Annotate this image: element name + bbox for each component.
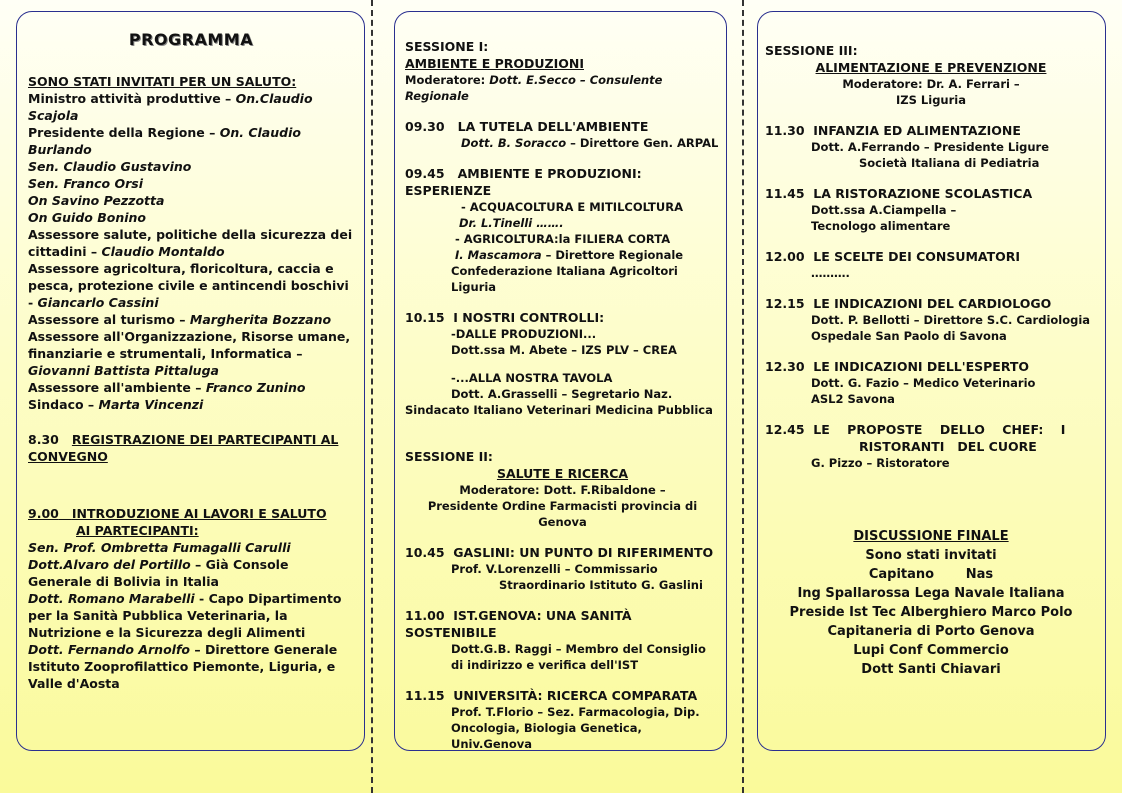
- guest-item: Ministro attività produttive – On.Claudio Scajola: [28, 91, 313, 123]
- talk-title: 10.45 GASLINI: UN PUNTO DI RIFERIMENTO: [405, 545, 714, 560]
- talk-title: 12.15 LE INDICAZIONI DEL CARDIOLOGO: [765, 296, 1052, 311]
- final-discussion-line: Capitano Nas: [868, 567, 994, 582]
- fold-line-right: [742, 0, 744, 793]
- talk-line: -...ALLA NOSTRA TAVOLA: [451, 371, 613, 385]
- talk-line: Dott.G.B. Raggi – Membro del Consiglio di indirizzo e verifica dell'IST: [451, 642, 706, 672]
- intro-item-cont: AI PARTECIPANTI:: [76, 523, 199, 538]
- session3-label: SESSIONE III:: [765, 43, 858, 58]
- guest-item: Assessore all'Organizzazione, Risorse umane, finanziarie e strumentali, Informatica – Giovanni Battista Pittaluga: [28, 329, 351, 378]
- guest-item: Assessore agricoltura, floricoltura, caccia e pesca, protezione civile e antincendi boschivi - Giancarlo Cassini: [28, 261, 349, 310]
- talk-title: 12.45 LE PROPOSTE DELLO CHEF: I: [765, 422, 1066, 437]
- talk-line: - AGRICOLTURA:la FILIERA CORTA: [455, 232, 671, 246]
- guest-item: Sindaco – Marta Vincenzi: [28, 397, 204, 412]
- talk-line: Dott. P. Bellotti – Direttore S.C. Cardiologia: [811, 313, 1091, 327]
- talk-title: 09.45 AMBIENTE E PRODUZIONI: ESPERIENZE: [405, 166, 642, 198]
- panel-session-3: [757, 11, 1106, 751]
- talk-line: Dott. G. Fazio – Medico Veterinario: [811, 376, 1036, 390]
- session1-moderator: Moderatore: Dott. E.Secco – Consulente Regionale: [405, 73, 663, 103]
- final-discussion-line: Preside Ist Tec Alberghiero Marco Polo: [789, 605, 1073, 620]
- guest-item: Presidente della Regione – On. Claudio Burlando: [28, 125, 301, 157]
- panel-programma: [16, 11, 365, 751]
- panel-sessions-1-2: [394, 11, 727, 751]
- talk-line: -DALLE PRODUZIONI...: [451, 327, 597, 341]
- final-discussion-title: DISCUSSIONE FINALE: [853, 529, 1009, 544]
- guest-item: On Savino Pezzotta: [28, 193, 165, 208]
- talk-line: Società Italiana di Pediatria: [859, 156, 1040, 170]
- speaker-item: Sen. Prof. Ombretta Fumagalli Carulli: [28, 540, 291, 555]
- guest-item: Assessore salute, politiche della sicurezza dei cittadini – Claudio Montaldo: [28, 227, 353, 259]
- session3-title: ALIMENTAZIONE E PREVENZIONE: [815, 60, 1047, 75]
- session1-label: SESSIONE I:: [405, 39, 489, 54]
- talk-line: Dott.ssa M. Abete – IZS PLV – CREA: [451, 343, 677, 357]
- session3-moderator-org: IZS Liguria: [896, 93, 966, 107]
- guest-item: Sen. Claudio Gustavino: [28, 159, 192, 174]
- talk-line: Straordinario Istituto G. Gaslini: [499, 578, 703, 592]
- guest-item: Assessore all'ambiente – Franco Zunino: [28, 380, 306, 395]
- talk-title: 11.00 IST.GENOVA: UNA SANITÀ SOSTENIBILE: [405, 608, 632, 640]
- talk-line: Dott. A.Ferrando – Presidente Ligure: [811, 140, 1050, 154]
- talk-line: ……….: [811, 266, 850, 280]
- final-discussion-line: Ing Spallarossa Lega Navale Italiana: [797, 586, 1065, 601]
- talk-line: G. Pizzo – Ristoratore: [811, 456, 950, 470]
- fold-line-left: [371, 0, 373, 793]
- talk-line: Ospedale San Paolo di Savona: [811, 329, 1007, 343]
- talk-line: Prof. V.Lorenzelli – Commissario: [451, 562, 658, 576]
- talk-title: 11.45 LA RISTORAZIONE SCOLASTICA: [765, 186, 1033, 201]
- speaker-item: Dott. Fernando Arnolfo – Direttore Generale Istituto Zooprofilattico Piemonte, Liguria, e Valle d'Aosta: [28, 642, 338, 691]
- final-discussion-line: Lupi Conf Commercio: [853, 643, 1009, 658]
- guest-item: Assessore al turismo – Margherita Bozzano: [28, 312, 332, 327]
- page-title: PROGRAMMA: [128, 30, 254, 49]
- final-discussion: [765, 527, 1097, 679]
- speaker-item: Dott. Romano Marabelli - Capo Dipartimento per la Sanità Pubblica Veterinaria, la Nutrizione e la Sicurezza degli Alimenti: [28, 591, 342, 640]
- talk-line: Confederazione Italiana Agricoltori Liguria: [451, 264, 678, 294]
- session1-title: AMBIENTE E PRODUZIONI: [405, 56, 584, 71]
- talk-title: 10.15 I NOSTRI CONTROLLI:: [405, 310, 605, 325]
- final-discussion-line: Capitaneria di Porto Genova: [827, 624, 1035, 639]
- talk-title: 11.30 INFANZIA ED ALIMENTAZIONE: [765, 123, 1021, 138]
- talk-line: - ACQUACOLTURA E MITILCOLTURA: [461, 200, 683, 214]
- talk-title: 12.00 LE SCELTE DEI CONSUMATORI: [765, 249, 1021, 264]
- talk-title-cont: RISTORANTI DEL CUORE: [859, 439, 1037, 454]
- session2-label: SESSIONE II:: [405, 449, 493, 464]
- session3-moderator: Moderatore: Dr. A. Ferrari –: [842, 77, 1020, 91]
- session2-title: SALUTE E RICERCA: [496, 466, 629, 481]
- talk-line: Dr. L.Tinelli …….: [459, 216, 564, 230]
- talk-title: 09.30 LA TUTELA DELL'AMBIENTE: [405, 119, 649, 134]
- registration-item: 8.30 REGISTRAZIONE DEI PARTECIPANTI AL CONVEGNO: [28, 432, 339, 464]
- talk-line: Prof. T.Florio – Sez. Farmacologia, Dip. Oncologia, Biologia Genetica, Univ.Genova: [451, 705, 700, 751]
- talk-title: 12.30 LE INDICAZIONI DELL'ESPERTO: [765, 359, 1030, 374]
- guest-item: Sen. Franco Orsi: [28, 176, 144, 191]
- talk-line: Dott.ssa A.Ciampella –: [811, 203, 957, 217]
- talk-line: I. Mascamora – Direttore Regionale: [455, 248, 684, 262]
- talk-speaker: Dott. B. Soracco – Direttore Gen. ARPAL: [461, 136, 719, 150]
- intro-item: 9.00 INTRODUZIONE AI LAVORI E SALUTO: [28, 506, 327, 521]
- talk-line: ASL2 Savona: [811, 392, 895, 406]
- guest-item: On Guido Bonino: [28, 210, 146, 225]
- talk-line: Tecnologo alimentare: [811, 219, 951, 233]
- session2-moderator: Moderatore: Dott. F.Ribaldone –: [459, 483, 666, 497]
- invited-heading: SONO STATI INVITATI PER UN SALUTO:: [28, 74, 297, 89]
- talk-line: Sindacato Italiano Veterinari Medicina Pubblica: [405, 403, 713, 417]
- session2-moderator-role: Presidente Ordine Farmacisti provincia di Genova: [427, 499, 698, 529]
- talk-title: 11.15 UNIVERSITÀ: RICERCA COMPARATA: [405, 688, 698, 703]
- speaker-item: Dott.Alvaro del Portillo – Già Console Generale di Bolivia in Italia: [28, 557, 289, 589]
- final-discussion-line: Sono stati invitati: [865, 548, 997, 563]
- talk-line: Dott. A.Grasselli – Segretario Naz.: [451, 387, 673, 401]
- final-discussion-line: Dott Santi Chiavari: [861, 662, 1001, 677]
